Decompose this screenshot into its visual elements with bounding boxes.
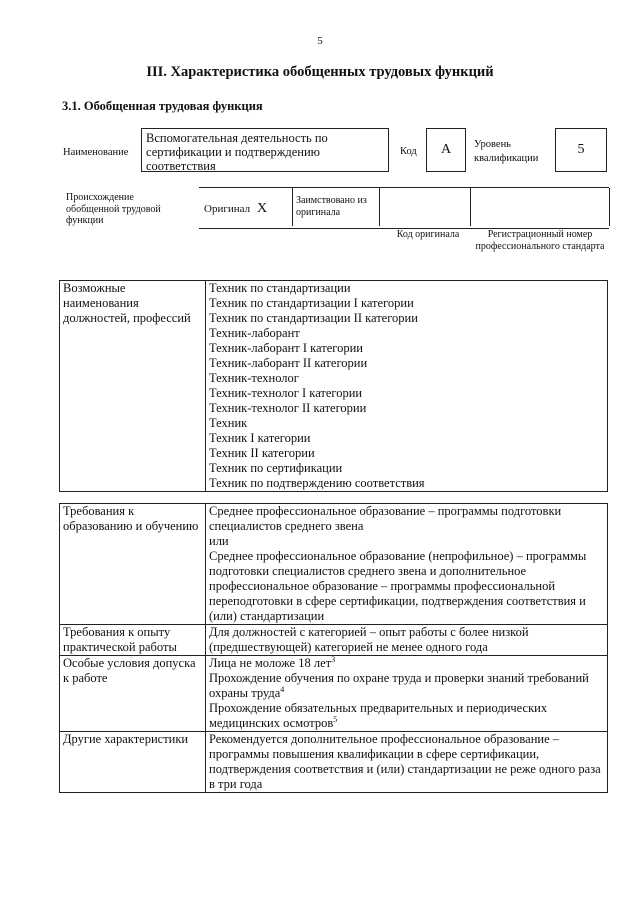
position-item: Техник по сертификации xyxy=(209,461,343,475)
original-mark: Х xyxy=(257,201,268,216)
origin-label: Происхождение обобщенной трудовой функции xyxy=(66,192,161,226)
conditions-row xyxy=(60,656,608,732)
position-item: Техник-технолог I категории xyxy=(209,386,363,400)
positions-label: Возможные наименования должностей, профессий xyxy=(60,281,206,492)
experience-row xyxy=(60,625,608,656)
footnote-ref: 5 xyxy=(333,714,338,724)
experience-label: Требования к опыту практической работы xyxy=(60,625,206,656)
experience-text: Для должностей с категорией – опыт работы с более низкой (предшествующей) категорией не менее одного года xyxy=(206,625,608,656)
positions-row xyxy=(60,281,608,492)
name-value: Вспомогательная деятельность по сертификации и подтверждению соответствия xyxy=(146,131,328,173)
education-paragraph: Среднее профессиональное образование (непрофильное) – программы подготовки специалистов среднего звена и дополнительное профессиональное образование – программы профессиональной переподготовки в сфере сертификации, подтверждения соответствия и (или) стандартизации xyxy=(209,549,587,623)
subsection-title: 3.1. Обобщенная трудовая функция xyxy=(62,99,263,113)
condition-text: Прохождение обязательных предварительных и периодических медицинских осмотров xyxy=(209,701,548,730)
code-value: А xyxy=(440,142,452,157)
position-item: Техник II категории xyxy=(209,446,315,460)
borrowed-cell xyxy=(292,188,380,226)
code-original-cell xyxy=(379,188,471,226)
other-text: Рекомендуется дополнительное профессиональное образование – программы повышения квалификации в сфере сертификации, подтверждения соответствия и (или) стандартизации не реже одного раза в три года xyxy=(206,732,608,793)
condition-item xyxy=(209,656,604,671)
conditions-label: Особые условия допуска к работе xyxy=(60,656,206,732)
position-item: Техник по подтверждению соответствия xyxy=(209,476,425,490)
level-label: Уровень квалификации xyxy=(474,139,539,164)
condition-item xyxy=(209,701,604,731)
reg-number-cell xyxy=(470,188,610,226)
education-label: Требования к образованию и обучению xyxy=(60,504,206,625)
borrowed-label: Заимствовано из оригинала xyxy=(296,195,367,218)
requirements-table xyxy=(59,503,608,793)
code-original-caption: Код оригинала xyxy=(396,229,460,240)
page-number: 5 xyxy=(317,35,323,47)
code-value-box xyxy=(426,128,466,172)
other-row xyxy=(60,732,608,793)
position-item: Техник по стандартизации II категории xyxy=(209,311,418,325)
education-text xyxy=(206,504,608,625)
positions-list xyxy=(206,281,608,492)
education-paragraph: Среднее профессиональное образование – программы подготовки специалистов среднего звена xyxy=(209,504,562,533)
position-item: Техник-технолог xyxy=(209,371,299,385)
name-value-box xyxy=(141,128,389,172)
footnote-ref: 3 xyxy=(331,654,336,664)
condition-item xyxy=(209,671,604,701)
education-or: или xyxy=(209,534,229,548)
position-item: Техник-лаборант xyxy=(209,326,300,340)
position-item: Техник xyxy=(209,416,248,430)
origin-row xyxy=(199,187,609,229)
footnote-ref: 4 xyxy=(280,684,285,694)
level-value: 5 xyxy=(577,142,585,157)
education-row xyxy=(60,504,608,625)
section-title: III. Характеристика обобщенных трудовых функций xyxy=(146,64,494,80)
position-item: Техник I категории xyxy=(209,431,311,445)
original-cell xyxy=(199,188,293,226)
level-value-box xyxy=(555,128,607,172)
position-item: Техник-лаборант I категории xyxy=(209,341,363,355)
reg-number-caption: Регистрационный номер профессионального стандарта xyxy=(475,229,605,252)
conditions-list xyxy=(206,656,608,732)
positions-table xyxy=(59,280,608,492)
other-label: Другие характеристики xyxy=(60,732,206,793)
condition-text: Лица не моложе 18 лет xyxy=(209,656,332,670)
condition-text: Прохождение обучения по охране труда и проверки знаний требований охраны труда xyxy=(209,671,589,700)
position-item: Техник по стандартизации I категории xyxy=(209,296,414,310)
original-label: Оригинал xyxy=(204,203,251,215)
name-label: Наименование xyxy=(63,147,129,158)
position-item: Техник-технолог II категории xyxy=(209,401,367,415)
code-label: Код xyxy=(400,146,417,157)
position-item: Техник-лаборант II категории xyxy=(209,356,368,370)
position-item: Техник по стандартизации xyxy=(209,281,351,295)
